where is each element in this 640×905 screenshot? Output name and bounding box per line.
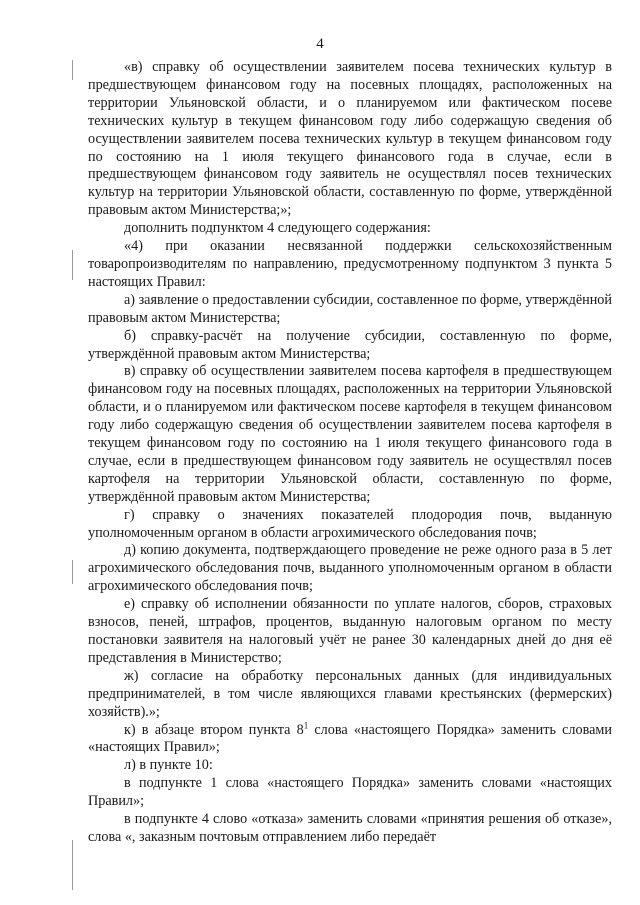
paragraph-k-superscript: 1 <box>303 719 309 730</box>
paragraph-add-subitem-4: дополнить подпунктом 4 следующего содержания: <box>124 220 431 237</box>
paragraph-e-tax-certificate: е) справку об исполнении обязанности по уплате налогов, сборов, страховых взносов, пеней, штрафов, процентов, выданную налоговым органом по месту постановки заявителя на налоговый учёт не ранее 30 календарных дней до дня её представления в Министерство; <box>88 596 612 666</box>
paragraph-v-tech-crops: «в) справку об осуществлении заявителем посева технических культур в предшествующем финансовом году на посевных площадях, расположенных на территории Ульяновской области, и о планируемом или фактическом посеве технических культур в текущем финансовом году либо содержащую сведения об осуществлении заявителем посева технических культур в текущем финансовом году по состоянию на 1 июля текущего финансового года в случае, если в предшествующем финансовом году заявитель не осуществлял посев технических культур на территории Ульяновской области, составленную по форме, утверждённой правовым актом Министерства;»; <box>88 59 612 219</box>
scan-margin-mark <box>72 60 73 80</box>
scan-margin-mark <box>72 840 73 890</box>
paragraph-v-potato: в) справку об осуществлении заявителем посева картофеля в предшествующем финансовом году на посевных площадях, расположенных на территории Ульяновской области, и о планируемом или фактическом посеве картофеля в текущем финансовом году либо содержащую сведения об осуществлении заявителем посева картофеля в текущем финансовом году по состоянию на 1 июля текущего финансового года в случае, если в предшествующем финансовом году заявитель не осуществлял посев картофеля на территории Ульяновской области, составленную по форме, утверждённой правовым актом Министерства; <box>88 363 612 505</box>
paragraph-subitem-4-change: в подпункте 4 слово «отказа» заменить словами «принятия решения об отказе», слова «, заказным почтовым отправлением либо передаёт <box>88 811 612 845</box>
scan-margin-mark <box>72 560 73 584</box>
paragraph-d-agrochemical-survey: д) копию документа, подтверждающего проведение не реже одного раза в 5 лет агрохимического обследования почв, выданного уполномоченным органом в области агрохимического обследования почв; <box>88 542 612 595</box>
page-number: 4 <box>316 36 324 52</box>
paragraph-zh-personal-data: ж) согласие на обработку персональных данных (для индивидуальных предпринимателей, в том числе являющихся главами крестьянских (фермерских) хозяйств).»; <box>88 667 612 720</box>
document-body <box>88 59 612 847</box>
paragraph-k-item-8 <box>88 719 612 758</box>
paragraph-g-soil-fertility: г) справку о значениях показателей плодородия почв, выданную уполномоченным органом в области агрохимического обследования почв; <box>88 506 612 541</box>
paragraph-b-calculation: б) справку-расчёт на получение субсидии, составленную по форме, утверждённой правовым актом Министерства; <box>88 327 612 362</box>
paragraph-a-application: а) заявление о предоставлении субсидии, составленное по форме, утверждённой правовым актом Министерства; <box>88 291 612 326</box>
paragraph-subitem-1-change: в подпункте 1 слова «настоящего Порядка» заменить словами «настоящих Правил»; <box>88 775 612 810</box>
paragraph-k-text-after: слова «настоящего Порядка» заменить словами «настоящих Правил»; <box>88 721 612 756</box>
paragraph-subitem-4: «4) при оказании несвязанной поддержки сельскохозяйственным товаропроизводителям по направлению, предусмотренному подпунктом 3 пункта 5 настоящих Правил: <box>88 238 612 290</box>
paragraph-l-item-10: л) в пункте 10: <box>124 757 213 774</box>
scan-margin-mark <box>72 250 73 280</box>
paragraph-k-text-before: к) в абзаце втором пункта 8 <box>124 721 304 738</box>
